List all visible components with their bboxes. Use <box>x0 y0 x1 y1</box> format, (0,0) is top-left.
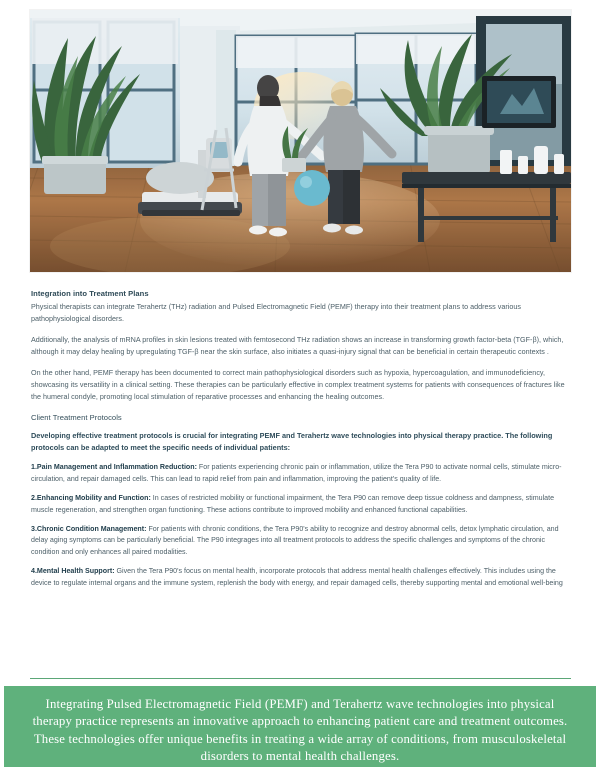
protocol-item-1 <box>31 462 573 485</box>
protocol-text: In cases of restricted mobility or functional impairment, the Tera P90 can remove deep tissue coldness and dampness, stimulate muscle regeneration, and strengthen organ functioning. These actions contribute to improved mobility and enhanced functional capabilities. <box>31 494 555 514</box>
protocol-title: Pain Management and Inflammation Reduction: <box>36 463 197 472</box>
protocol-number: 4. <box>31 567 37 576</box>
protocol-number: 3. <box>31 524 37 533</box>
protocol-number: 1. <box>31 463 37 472</box>
protocol-text: For patients experiencing chronic pain or inflammation, utilize the Tera P90 to activate normal cells, stimulate micro-circulation, and repair damaged cells. This can lead to rapid relief from pain and inflammation, improving the patient's quality of life. <box>31 463 562 483</box>
protocol-number: 2. <box>31 494 37 503</box>
document-body <box>31 288 573 597</box>
protocol-text: Given the Tera P90's focus on mental health, incorporate protocols that address mental health challenges effectively. This includes using the device to regulate internal organs and the immune system, replenish the body with energy, and repair damaged cells, thereby supporting mental and emotional well-being <box>31 567 563 587</box>
section-heading-integration: Integration into Treatment Plans <box>31 289 149 298</box>
protocol-text: For patients with chronic conditions, the Tera P90's ability to recognize and destroy abnormal cells, detox lymphatic circulation, and delay aging symptoms can be particularly beneficial. The P90 integrages into all treatment protocols to address the specific challenges and symptoms of the chronic condition and only enhances all paired modalities. <box>31 524 559 556</box>
section-divider <box>30 678 571 679</box>
paragraph-integration-1: Physical therapists can integrate Terahertz (THz) radiation and Pulsed Electromagnetic Field (PEMF) therapy into their treatment plans to address various pathophysiological disorders. <box>31 302 521 323</box>
protocol-title: Enhancing Mobility and Function: <box>36 494 151 503</box>
protocol-title: Mental Health Support: <box>36 567 115 576</box>
protocol-item-4 <box>31 566 573 589</box>
protocol-item-3 <box>31 524 573 558</box>
footer-banner-text: Integrating Pulsed Electromagnetic Field (PEMF) and Terahertz wave technologies into physical therapy practice represents an innovative approach to enhancing patient care and treatment outcomes. These technologies offer unique benefits in treating a wide array of conditions, from musculoskeletal disorders to mental health challenges. <box>32 697 568 764</box>
hero-image <box>30 10 571 272</box>
footer-banner <box>4 686 596 767</box>
protocols-lead-paragraph: Developing effective treatment protocols is crucial for integrating PEMF and Terahertz wave technologies into physical therapy practice. The following protocols can be adapted to meet the specific needs of individual patients: <box>31 431 553 452</box>
clinic-photo-illustration <box>30 10 571 272</box>
paragraph-integration-3: On the other hand, PEMF therapy has been documented to correct main pathophysiological disorders such as hypoxia, hypercoagulation, and immunodeficiency, showcasing its versatility in a clinical setting. These therapies can be particularly effective in complex treatment systems for patients with consequences of fractures like the humeral condyle, promoting local stimulation of reparative processes and enhancing the healing outcomes. <box>31 368 565 401</box>
protocol-title: Chronic Condition Management: <box>36 524 147 533</box>
paragraph-integration-2: Additionally, the analysis of mRNA profiles in skin lesions treated with femtosecond THz radiation shows an increase in transforming growth factor-beta (TGF-β), which, although it may delay healing by upregulating TGF-β near the skin surface, also initiates a quasi-injury signal that can be beneficial in certain therapeutic contexts . <box>31 335 564 356</box>
section-heading-protocols: Client Treatment Protocols <box>31 413 122 423</box>
protocol-item-2 <box>31 493 573 516</box>
